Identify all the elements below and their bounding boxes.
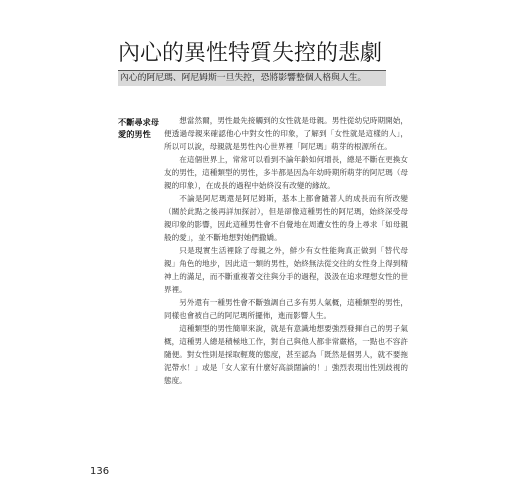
paragraph: 只是現實生活裡除了母親之外，鮮少有女性能夠真正做到「替代母親」角色的地步，因此這一類的男性，始終無法從交往的女性身上得到精神上的滿足，而不斷重複著交往與分手的過程，汲汲在追求理想女性的世界裡。 [164,246,408,294]
body-text [164,114,408,387]
paragraph: 想當然爾，男性最先接觸到的女性就是母親。男性從幼兒時期開始，便透過母親來確認他心中對女性的印象，了解到「女性就是這樣的人」，所以可以說，母親就是男性內心世界裡「阿尼瑪」萌芽的根源所在。 [164,116,408,151]
page-number: 136 [90,466,110,477]
paragraph: 這種類型的男性簡單來說，就是有意識地想要強烈發揮自己的男子氣概，這種男人總是積極地工作，對自己與他人都非常嚴格，一點也不容許隨便。對女性則是採取輕蔑的態度，甚至認為「既然是個男人，就不要拖泥帶水！」或是「女人家有什麼好高談闊論的！」強烈表現出性別歧視的態度。 [164,324,408,385]
side-heading: 不斷尋求母愛的男性 [118,117,159,139]
paragraph: 不論是阿尼瑪還是阿尼姆斯，基本上都會隨著人的成長而有所改變（關於此點之後再詳加探討），但是卻像這種男性的阿尼瑪，始終深受母親印象的影響，因此這種男性會不自覺地在周遭女性的身上尋求「如母親般的愛」，並不斷地想對她們撒嬌。 [164,194,408,242]
page-title: 內心的異性特質失控的悲劇 [118,41,383,66]
subtitle: 內心的阿尼瑪、阿尼姆斯一旦失控，恐將影響整個人格與人生。 [120,73,367,83]
paragraph: 在這個世界上，常常可以看到不論年齡如何增長，總是不斷在更換女友的男性，這種類型的男性，多半都是因為年幼時期所萌芽的阿尼瑪（母親的印象），在成長的過程中始終沒有改變的緣故。 [164,155,408,190]
paragraph: 另外還有一種男性會不斷強調自己多有男人氣概，這種類型的男性，同樣也會被自己的阿尼瑪所擺佈，進而影響人生。 [164,298,408,320]
